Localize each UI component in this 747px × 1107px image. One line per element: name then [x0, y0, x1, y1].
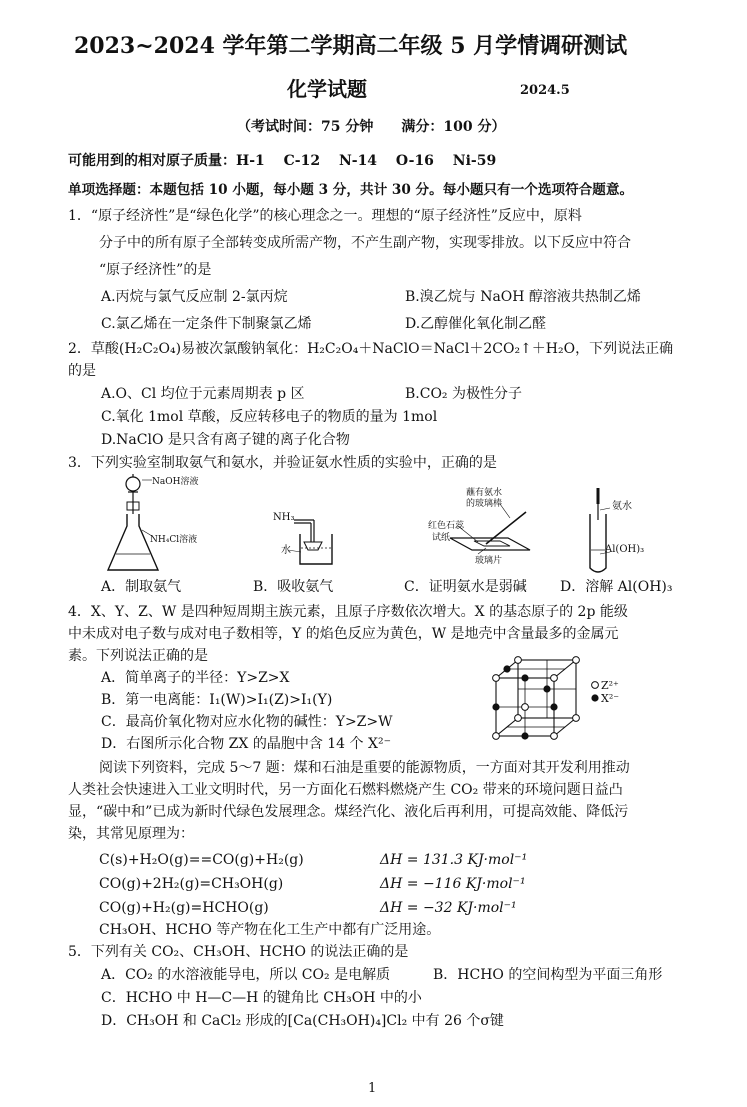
q2-stem-line2: 的是 — [68, 363, 96, 379]
q4-option-a: A．简单离子的半径：Y>Z>X — [101, 670, 290, 686]
q3-stem: 3．下列实验室制取氨气和氨水，并验证氨水性质的实验中，正确的是 — [68, 455, 497, 471]
q3-fig-a-label-nh4cl: NH₄Cl溶液 — [150, 535, 198, 545]
q4-stem-line3: 素。下列说法正确的是 — [68, 648, 208, 664]
q2-option-a: A.O、Cl 均位于元素周期表 p 区 — [101, 386, 305, 402]
q3-fig-c-label1: 蘸有氨水 — [466, 488, 503, 498]
exam-date: 2024.5 — [520, 83, 570, 98]
equation-1: C(s)+H₂O(g)==CO(g)+H₂(g) — [99, 852, 304, 868]
enthalpy-2: ΔH = −116 KJ·mol⁻¹ — [380, 876, 526, 892]
q3-fig-d-label-aloh3: Al(OH)₃ — [605, 544, 645, 555]
q5-option-d: D．CH₃OH 和 CaCl₂ 形成的[Ca(CH₃OH)₄]Cl₂ 中有 26 个σ键 — [101, 1013, 504, 1029]
q3-figure-c — [448, 486, 558, 566]
q3-fig-b-label-nh3: NH₃ — [273, 512, 295, 523]
q4-legend-z: Z²⁺ — [601, 679, 619, 692]
exam-info: （考试时间：75 分钟 满分：100 分） — [237, 119, 506, 135]
q4-option-b: B．第一电离能：I₁(W)>I₁(Z)>I₁(Y) — [101, 692, 333, 708]
q3-fig-d-label-ammonia: 氨水 — [612, 501, 632, 512]
q4-option-d: D．右图所示化合物 ZX 的晶胞中含 14 个 X²⁻ — [101, 736, 391, 752]
page-number: 1 — [368, 1081, 377, 1096]
q3-option-b: B．吸收氨气 — [253, 579, 334, 595]
q2-stem-line1: 2．草酸(H₂C₂O₄)易被次氯酸钠氧化：H₂C₂O₄＋NaClO＝NaCl＋2CO₂↑＋H₂O，下列说法正确 — [68, 341, 674, 357]
q2-option-c: C.氧化 1mol 草酸，反应转移电子的物质的量为 1mol — [101, 409, 438, 425]
q3-fig-c-label4: 试纸 — [432, 533, 451, 543]
q4-crystal-cell-figure — [490, 656, 590, 740]
q1-option-a: A.丙烷与氯气反应制 2-氯丙烷 — [101, 289, 288, 305]
q4-stem-line1: 4．X、Y、Z、W 是四种短周期主族元素，且原子序数依次增大。X 的基态原子的 2p 能级 — [68, 604, 628, 620]
q5-option-c: C．HCHO 中 H—C—H 的键角比 CH₃OH 中的小 — [101, 990, 422, 1006]
q5-option-a: A．CO₂ 的水溶液能导电，所以 CO₂ 是电解质 — [101, 967, 391, 983]
enthalpy-3: ΔH = −32 KJ·mol⁻¹ — [380, 900, 517, 916]
equation-2: CO(g)+2H₂(g)=CH₃OH(g) — [99, 876, 284, 892]
q3-figure-a — [100, 474, 220, 574]
q4-stem-line2: 中未成对电子数与成对电子数相等，Y 的焰色反应为黄色，W 是地壳中含量最多的金属元 — [68, 626, 619, 642]
reading-line3: 显，“碳中和”已成为新时代绿色发展理念。煤经汽化、液化后再利用，可提高效能、降低污 — [68, 804, 629, 820]
q1-stem-line1: 1．“原子经济性”是“绿色化学”的核心理念之一。理想的“原子经济性”反应中，原料 — [68, 208, 582, 224]
equation-3: CO(g)+H₂(g)=HCHO(g) — [99, 900, 269, 916]
q5-option-b: B．HCHO 的空间构型为平面三角形 — [433, 967, 663, 983]
q1-option-d: D.乙醇催化氧化制乙醛 — [405, 316, 547, 332]
q5-stem: 5．下列有关 CO₂、CH₃OH、HCHO 的说法正确的是 — [68, 944, 409, 960]
q3-option-c: C．证明氨水是弱碱 — [404, 579, 527, 595]
reading-line4: 染，其常见原理为： — [68, 826, 194, 842]
q3-option-d: D．溶解 Al(OH)₃ — [560, 579, 673, 595]
q1-stem-line3: “原子经济性”的是 — [99, 262, 212, 278]
q2-option-b: B.CO₂ 为极性分子 — [405, 386, 522, 402]
q3-figure-b — [270, 500, 350, 570]
subject-title: 化学试题 — [287, 77, 367, 101]
q1-option-c: C.氯乙烯在一定条件下制聚氯乙烯 — [101, 316, 312, 332]
q4-option-c: C．最高价氧化物对应水化物的碱性：Y>Z>W — [101, 714, 393, 730]
q4-legend-x: X²⁻ — [601, 692, 620, 705]
q3-option-a: A．制取氨气 — [101, 579, 182, 595]
atomic-masses: 可能用到的相对原子质量：H-1 C-12 N-14 O-16 Ni-59 — [68, 153, 497, 169]
q2-option-d: D.NaClO 是只含有离子键的离子化合物 — [101, 432, 350, 448]
q3-fig-c-label5: 玻璃片 — [475, 556, 503, 566]
enthalpy-1: ΔH = 131.3 KJ·mol⁻¹ — [380, 852, 528, 868]
q1-option-b: B.溴乙烷与 NaOH 醇溶液共热制乙烯 — [405, 289, 641, 305]
q4-legend-z-marker — [590, 680, 600, 690]
q4-legend-x-marker — [590, 693, 600, 703]
q3-fig-c-label2: 的玻璃棒 — [466, 499, 503, 509]
q3-fig-c-label3: 红色石蕊 — [428, 521, 465, 531]
page-title: 2023~2024 学年第二学期高二年级 5 月学情调研测试 — [74, 33, 628, 59]
reading-note: CH₃OH、HCHO 等产物在化工生产中都有广泛用途。 — [99, 922, 441, 938]
q1-stem-line2: 分子中的所有原子全部转变成所需产物，不产生副产物，实现零排放。以下反应中符合 — [99, 235, 631, 251]
reading-line1: 阅读下列资料，完成 5～7 题：煤和石油是重要的能源物质，一方面对其开发利用推动 — [99, 760, 630, 776]
q3-fig-b-label-water: 水 — [281, 545, 291, 556]
section-heading: 单项选择题：本题包括 10 小题，每小题 3 分，共计 30 分。每小题只有一个选项符合题意。 — [68, 182, 634, 198]
reading-line2: 人类社会快速进入工业文明时代，另一方面化石燃料燃烧产生 CO₂ 带来的环境问题日益凸 — [68, 782, 623, 798]
q3-fig-a-label-naoh: NaOH溶液 — [152, 477, 199, 487]
